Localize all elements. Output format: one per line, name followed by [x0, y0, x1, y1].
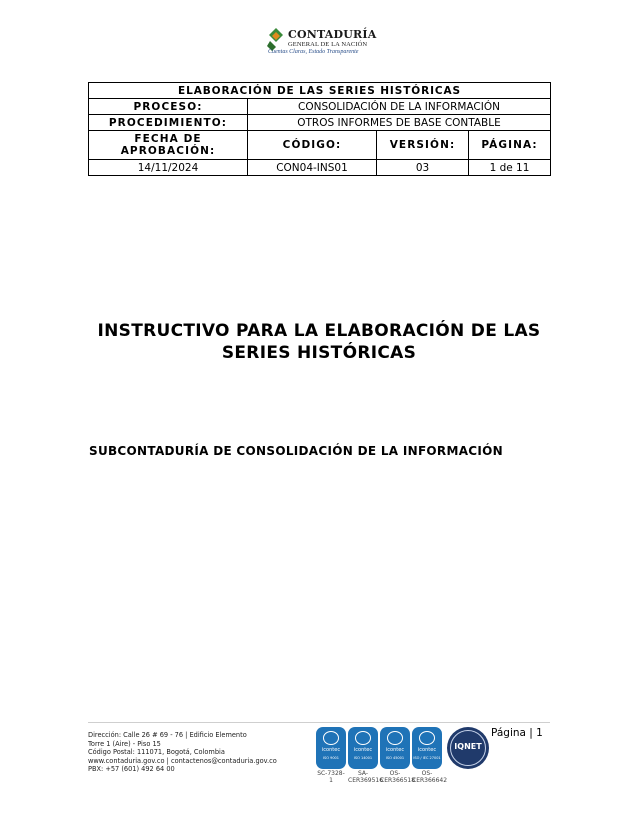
- document-title: INSTRUCTIVO PARA LA ELABORACIÓN DE LAS SERIES HISTÓRICAS: [97, 321, 541, 363]
- logo-name: CONTADURÍA: [288, 28, 377, 41]
- proceso-label: PROCESO:: [89, 99, 248, 115]
- contaduria-logo: [266, 27, 376, 59]
- version-label: VERSIÓN:: [377, 131, 469, 160]
- icontec-logo-icon: icontec ISO / IEC 27001: [412, 727, 442, 769]
- document-header-table: [88, 82, 551, 176]
- procedimiento-label: PROCEDIMIENTO:: [89, 115, 248, 131]
- address-line: Dirección: Calle 26 # 69 - 76 | Edificio Elemento: [88, 731, 247, 739]
- iqnet-label: IQNET: [454, 742, 482, 751]
- pagina-label: PÁGINA:: [469, 131, 551, 160]
- header-title: ELABORACIÓN DE LAS SERIES HISTÓRICAS: [89, 83, 551, 99]
- procedimiento-value: OTROS INFORMES DE BASE CONTABLE: [248, 115, 551, 131]
- address-line: PBX: +57 (601) 492 64 00: [88, 765, 175, 774]
- pagina-value: 1 de 11: [469, 160, 551, 176]
- address-line: Torre 1 (Aire) - Piso 15: [88, 739, 161, 748]
- certification-code: SA-CER369516: [348, 770, 384, 784]
- address-line: Código Postal: 111071, Bogotá, Colombia: [88, 748, 225, 757]
- footer-address: [88, 731, 277, 774]
- fecha-aprobacion-value: 14/11/2024: [89, 160, 248, 176]
- codigo-label: CÓDIGO:: [248, 131, 377, 160]
- icontec-certification-badge: [316, 727, 346, 784]
- page-number: Página | 1: [491, 727, 543, 739]
- codigo-value: CON04-INS01: [248, 160, 377, 176]
- certification-code: SC-7328-1: [317, 770, 345, 784]
- logo-slogan: Cuentas Claras, Estado Transparente: [268, 49, 359, 55]
- document-subtitle: SUBCONTADURÍA DE CONSOLIDACIÓN DE LA INFORMACIÓN: [89, 444, 504, 458]
- footer-divider: [88, 722, 550, 723]
- iqnet-certification-icon: [447, 727, 489, 769]
- icontec-logo-icon: icontec ISO 9001: [316, 727, 346, 769]
- icontec-certification-badge: [348, 727, 384, 784]
- fecha-aprobacion-label: FECHA DE APROBACIÓN:: [89, 131, 248, 160]
- icontec-certification-badge: [412, 727, 448, 784]
- version-value: 03: [377, 160, 469, 176]
- icontec-logo-icon: icontec ISO 14001: [348, 727, 378, 769]
- proceso-value: CONSOLIDACIÓN DE LA INFORMACIÓN: [248, 99, 551, 115]
- certification-code: OS-CER366642: [412, 770, 448, 784]
- logo-subtitle: GENERAL DE LA NACIÓN: [288, 41, 368, 48]
- icontec-logo-icon: icontec ISO 45001: [380, 727, 410, 769]
- certification-code: OS-CER366518: [380, 770, 416, 784]
- icontec-certification-badge: [380, 727, 416, 784]
- address-line: www.contaduria.gov.co | contactenos@contaduria.gov.co: [88, 756, 277, 765]
